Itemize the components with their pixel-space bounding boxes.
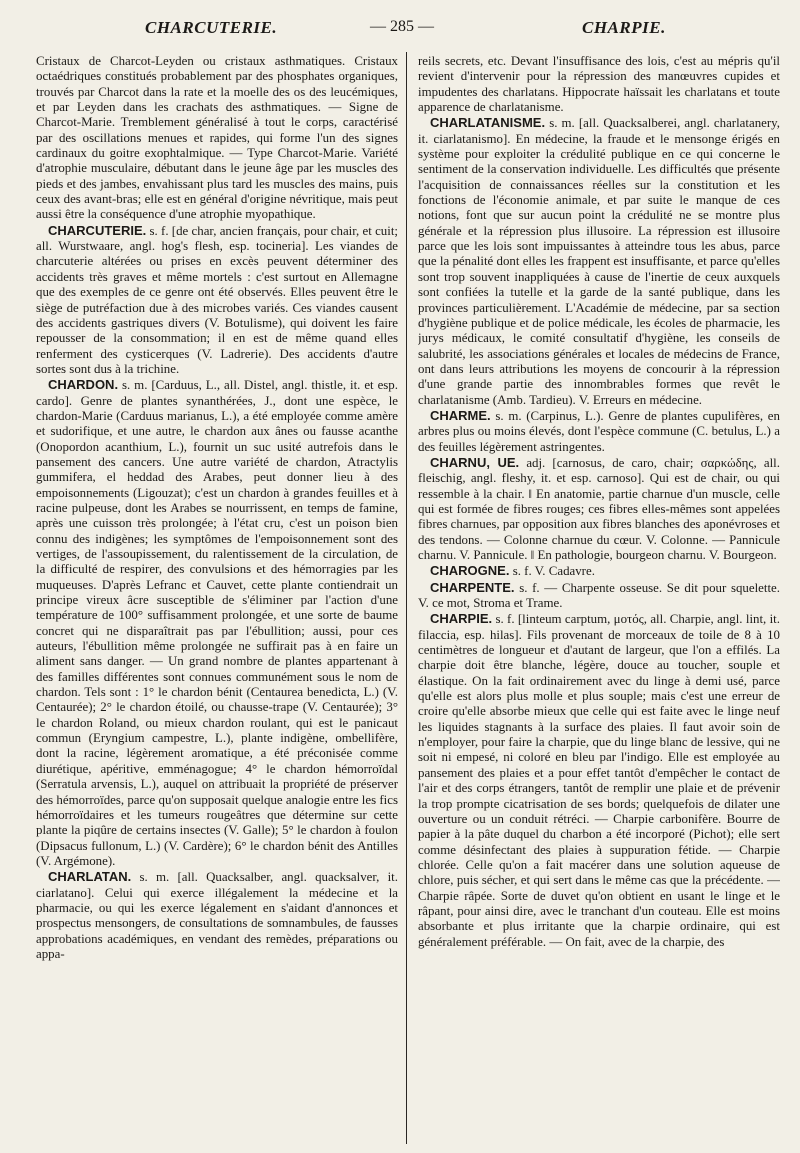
entry-headword: CHARME. [430,407,491,423]
entry-continuation [418,54,780,115]
entry-text: s. m. [Carduus, L., all. Distel, angl. thistle, it. et esp. cardo]. Genre de plantes synanthérées, J., dont une espèce, le chardon-Marie (Carduus marianus, L.), a été employée comme amère et sudorifique, et une autre, le chardon aux ânes ou fausse acanthe (Onopordon acanthium, L.), fournit un suc usité autrefois dans le pansement des cancers. Une autre variété de chardon, Atractylis gummifera, el heddad des Arabes, peut donner lieu à des empoisonnements (Ligouzat); c'est un chardon à grandes feuilles et à racine pulpeuse, dont les Arabes se nourrissent, en temps de famine, après une cuisson très prolongée; à l'état cru, c'est un poison bien connu des indigènes; les symptômes de l'empoisonnement sont des vertiges, de l'assoupissement, du ralentissement de la circulation, de la difficulté de respirer, des convulsions et des hémorragies par les muqueuses. D'après Lefranc et Cauvet, cette plante contiendrait un principe vireux âcre susceptible de s'éliminer par l'action d'une température de 100° suffisamment prolongée, et une sorte de baume concret qui ne disparaîtrait pas par l'ébullition; aussi, pour ces auteurs, l'ébullition même prolongée ne suffirait pas à en faire un aliment sans danger. — Un grand nombre de plantes appartenant à des familles différentes sont connues communément sous le nom de chardon. Tels sont : 1° le chardon bénit (Centaurea benedicta, L.) (V. Centaurée); 2° le chardon étoilé, ou chausse-trape (V. Centaurée); 3° le chardon Roland, ou mieux chardon roulant, qui est le panicaut commun (Eryngium campestre, L.), plante indigène, ombellifère, dont la racine, légèrement aromatique, a été préconisée comme diurétique, apéritive, emménagogue; 4° le chardon hémorroïdal (Serratula arvensis, L.), auquel on attribuait la propriété de préserver des hémorroïdes, parce qu'on supposait quelque analogie entre les fics hémorroïdaires et les tumeurs rougeâtres que détermine sur cette plante la piqûre de certains insectes (V. Galle); 5° le chardon à foulon (Dipsacus fullonum, L.) (V. Cardère); 6° le chardon bénit des Antilles (V. Argémone). [36,378,398,868]
page-number: — 285 — [370,18,434,35]
entry-text: Cristaux de Charcot-Leyden ou cristaux asthmatiques. Cristaux octaédriques constitués probablement par des phosphates organiques, trouvés par Charcot dans la rate et la moelle des os des leucémiques, et par Leyden dans les crachats des asthmatiques. — Signe de Charcot-Marie. Tremblement généralisé à tout le corps, caractérisé par des oscillations menues et rapides, qui forme l'un des signes cardinaux du goitre exophtalmique. — Type Charcot-Marie. Variété d'atrophie musculaire, débutant dans le jeune âge par les muscles des pieds et des jambes, envahissant plus tard les muscles des mains, puis ceux des avant-bras; elle est en général d'origine névritique, mais peut aussi être la conséquence d'une atrophie myopathique. [36,54,398,222]
header-left-word: CHARCUTERIE. [145,18,278,37]
entry-headword: CHARPIE. [430,611,493,627]
entry-headword: CHARNU, UE. [430,454,520,470]
entry-charogne [418,563,780,579]
entry-charpie [418,611,780,950]
entry-headword: CHARLATANISME. [430,115,546,131]
entry-text: s. f. — Charpente osseuse. Se dit pour squelette. V. ce mot, Stroma et Trame. [418,580,780,611]
entry-text: s. m. [all. Quacksalber, angl. quacksalver, it. ciarlatano]. Celui qui exerce illégalement la médecine et la pharmacie, ou qui les exerce légalement en s'aidant d'annonces et prospectus mensongers, de consultations de somnambules, de fausses approbations académiques, en vendant des remèdes, préparations ou appa- [36,870,398,961]
entry-charme [418,408,780,455]
entry-charnu [418,455,780,563]
entry-text: s. f. V. Cadavre. [512,564,595,579]
entry-text: s. f. [linteum carptum, μοτός, all. Charpie, angl. lint, it. filaccia, esp. hilas]. Fils provenant de morceaux de toile de 8 à 10 centimètres de longueur et d'autant de largeur, que l'on a effilés. La charpie doit être blanche, légère, douce au toucher, souple et élastique. On la fait ordinairement avec du linge à demi usé, parce qu'elle est alors plus molle et plus souple; mais c'est une erreur de croire qu'elle absorbe mieux que celle qui est faite avec le linge neuf les liquides stagnants à la surface des plaies. Il faut avoir soin de n'employer, pour faire la charpie, que du linge blanc de lessive, qui ne soit ni empesé, ni coloré en bleu par l'indigo. Elle est employée au pansement des plaies et a pour effet tantôt d'empêcher le contact de l'air et des corps étrangers, tantôt de remplir une plaie et de prévenir la trop prompte cicatrisation de ses bords; quelquefois de dilater une ouverture ou un conduit rétréci. — Charpie carbonifère. Bourre de papier à la pâte duquel du charbon a été incorporé (Pichot); elle sert comme désinfectant des plaies à suppuration fétide. — Charpie chlorée. Celle qu'on a fait macérer dans une solution aqueuse de chlore, puis sécher, et qui sert dans le même cas que la précédente. — Charpie râpée. Sorte de duvet qu'on obtient en usant le linge et le râpant, pour ainsi dire, avec le tranchant d'un couteau. Elle est moins absorbante et plus irritante que la charpie ordinaire, qui est généralement préférable. — On fait, avec de la charpie, des [418,612,780,949]
entry-charpente [418,580,780,612]
entry-text: s. m. [all. Quacksalberei, angl. charlatanery, it. ciarlatanismo]. En médecine, la fraude et le mensonge érigés en système pour exploiter la crédulité publique en ce qui concerne le sentiment de la conservation individuelle. Les difficultés que présente l'acquisition de connaissances réelles sur la constitution et les fonctions de l'économie animale, et par suite le manque de ces notions, font que sur aucun point la crédulité ne se montre plus générale et la répression plus illusoire. La répression est illusoire parce que les lois sont impuissantes à atteindre tous les abus, parce que la pénalité dont elles les frappent est insuffisante, et parce qu'elles sont trop souvent inappliquées à cause de l'inertie de ceux auxquels sont confiées la tutelle et la garde de la santé publique, dans les provinces particulièrement. L'Académie de médecine, par sa section d'hygiène publique et de police médicale, les écoles de pharmacie, les jurys médicaux, le comité consultatif d'hygiène, les conseils de salubrité, les associations générales et locales de médecins de France, ont dans leurs attributions les moyens de concourir à la répression d'une grande partie des innombrables formes que revêt le charlatanisme (Amb. Tardieu). V. Erreurs en médecine. [418,116,780,407]
entry-headword: CHARCUTERIE. [48,222,147,238]
header-right-word: CHARPIE. [582,18,666,37]
entry-charlatanisme [418,115,780,408]
entry-chardon [36,377,398,869]
entry-headword: CHARDON. [48,377,119,393]
entry-text: s. f. [de char, ancien français, pour chair, et cuit; all. Wurstwaare, angl. hog's flesh, esp. tocineria]. Les viandes de charcuterie altérées ou prises en excès peuvent déterminer des accidents très graves et même mortels : c'est surtout en Allemagne que des exemples de ce genre ont été observés. Elles peuvent être le siège de putréfaction due à des microbes variés. Ces viandes causent des accidents gastriques divers (V. Botulisme), qui doivent les faire repousser de la consommation; il en est de même quand elles renferment des cysticerques (V. Ladrerie). Des accidents d'autre sortes sont dus à la trichine. [36,223,398,376]
entry-continuation [36,54,398,223]
entry-text: adj. [carnosus, de caro, chair; σαρκώδης, all. fleischig, angl. fleshy, it. et esp. carnoso]. Qui est de chair, ou qui ressemble à la chair. ‖ En anatomie, partie charnue d'un muscle, celle qui est formée de fibres rouges; ces fibres elles-mêmes sont appelées fibres charnues, par opposition aux fibres blanches des aponévroses et des tendons. — Colonne charnue du cœur. V. Colonne. — Pannicule charnu. V. Pannicule. ‖ En pathologie, bourgeon charnu. V. Bourgeon. [418,455,780,562]
running-header [0,14,800,44]
entry-text: reils secrets, etc. Devant l'insuffisance des lois, c'est au mépris qu'il revient d'intervenir pour la répression des manœuvres cupides et impudentes des charlatans. Hippocrate haïssait les charlatans et toute apparence de charlatanisme. [418,54,780,115]
right-column [418,54,780,1146]
left-column [36,54,398,1146]
entry-headword: CHARPENTE. [430,579,515,595]
entry-headword: CHARLATAN. [48,869,132,885]
entry-charcuterie [36,223,398,377]
entry-headword: CHAROGNE. [430,563,510,579]
entry-charlatan [36,869,398,962]
column-divider [406,52,407,1144]
entry-text: s. m. (Carpinus, L.). Genre de plantes cupulifères, en arbres plus ou moins élevés, dont l'espèce commune (C. betulus, L.) a des feuilles légèrement astringentes. [418,408,780,454]
